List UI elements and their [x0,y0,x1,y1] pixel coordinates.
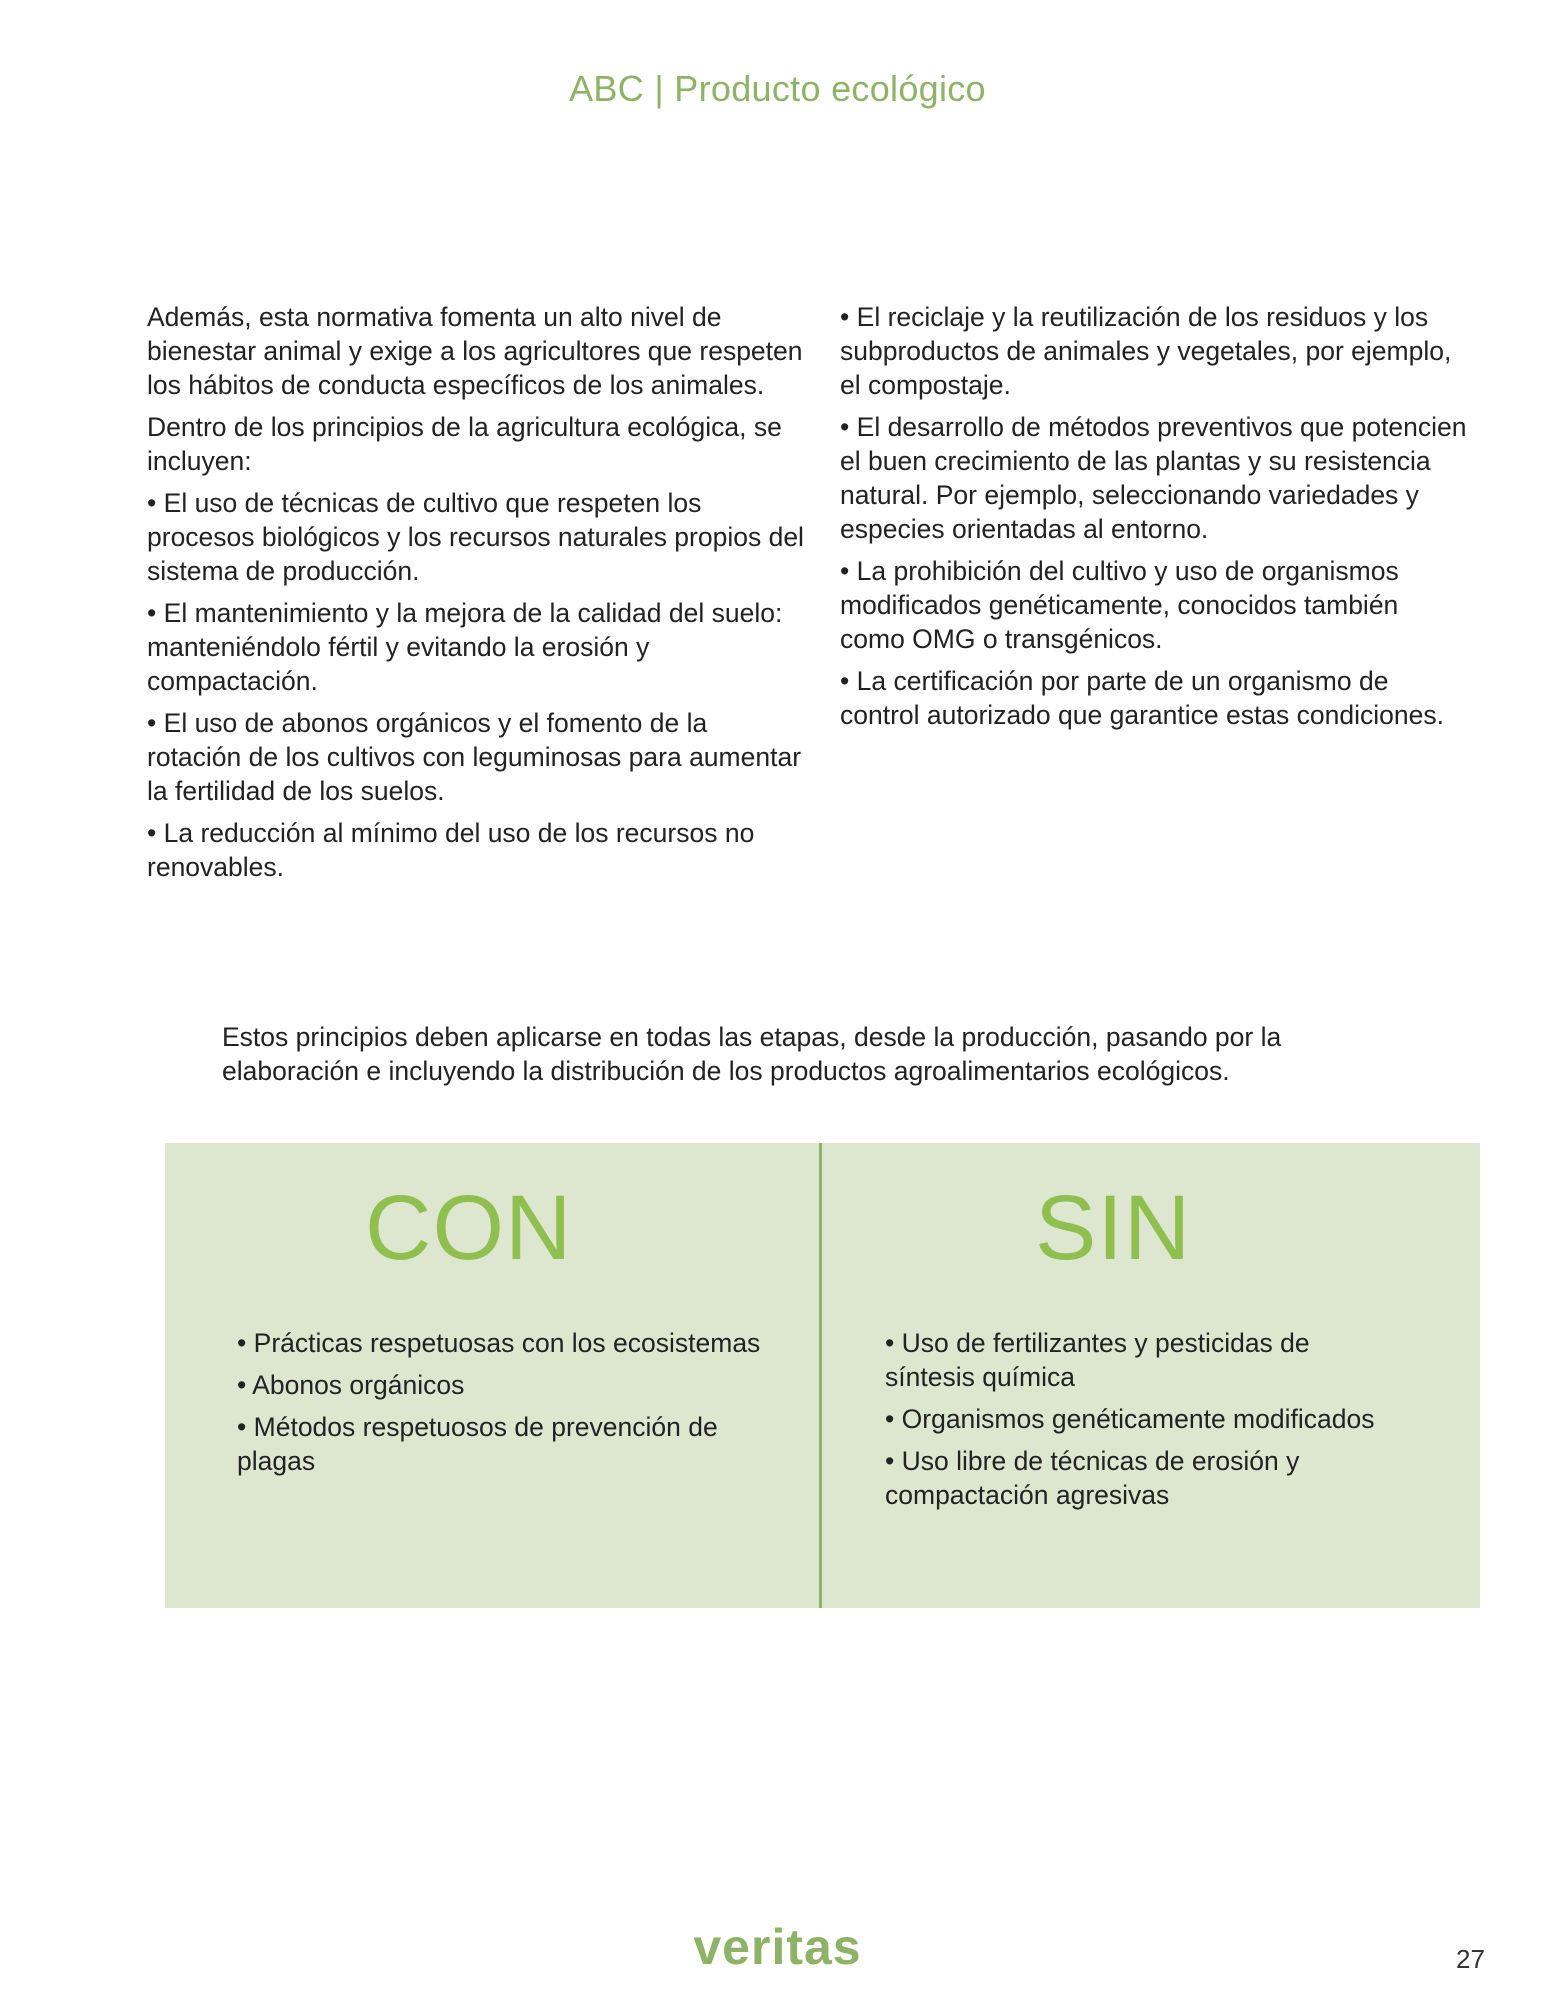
list-item: • Abonos orgánicos [237,1370,465,1400]
bullet-preventive-methods: • El desarrollo de métodos preventivos que potencien el buen crecimiento de las plantas y su resistencia natural. Por ejemplo, seleccionando variedades y especies orientadas al entorno. [840,412,1467,544]
list-item: • Prácticas respetuosas con los ecosistemas [237,1328,761,1358]
bullet-gmo-prohibition: • La prohibición del cultivo y uso de organismos modificados genéticamente, conocidos también como OMG o transgénicos. [840,556,1399,654]
left-text-column [147,300,807,892]
sin-list [885,1326,1405,1520]
bullet-cultivation-techniques: • El uso de técnicas de cultivo que respeten los procesos biológicos y los recursos naturales propios del sistema de producción. [147,488,804,586]
list-item: • Métodos respetuosos de prevención de plagas [237,1412,718,1476]
panel-divider [819,1143,822,1608]
list-item: • Uso libre de técnicas de erosión y compactación agresivas [885,1446,1300,1510]
bullet-certification: • La certificación por parte de un organismo de control autorizado que garantice estas condiciones. [840,666,1444,730]
paragraph-animal-welfare: Además, esta normativa fomenta un alto nivel de bienestar animal y exige a los agricultores que respeten los hábitos de conducta específicos de los animales. [147,302,803,400]
veritas-logo: veritas [693,1919,862,1975]
bullet-organic-fertilizers: • El uso de abonos orgánicos y el fomento de la rotación de los cultivos con leguminosas para aumentar la fertilidad de los suelos. [147,708,802,806]
bullet-soil-quality: • El mantenimiento y la mejora de la calidad del suelo: manteniéndolo fértil y evitando la erosión y compactación. [147,598,783,696]
list-item: • Uso de fertilizantes y pesticidas de síntesis química [885,1328,1310,1392]
paragraph-principles-intro: Dentro de los principios de la agricultura ecológica, se incluyen: [147,412,782,476]
page-number: 27 [1456,1944,1485,1974]
con-list [237,1326,797,1486]
page-header-title: ABC | Producto ecológico [569,68,986,109]
stages-intro-text: Estos principios deben aplicarse en todas las etapas, desde la producción, pasando por la elaboración e incluyendo la distribución de los productos agroalimentarios ecológicos. [222,1022,1282,1086]
con-heading: CON [365,1177,573,1279]
sin-heading: SIN [1035,1177,1192,1279]
right-text-column [840,300,1470,740]
bullet-recycling: • El reciclaje y la reutilización de los residuos y los subproductos de animales y vegetales, por ejemplo, el compostaje. [840,302,1452,400]
con-sin-comparison-panel [165,1143,1480,1608]
bullet-non-renewable-resources: • La reducción al mínimo del uso de los recursos no renovables. [147,818,755,882]
list-item: • Organismos genéticamente modificados [885,1404,1375,1434]
